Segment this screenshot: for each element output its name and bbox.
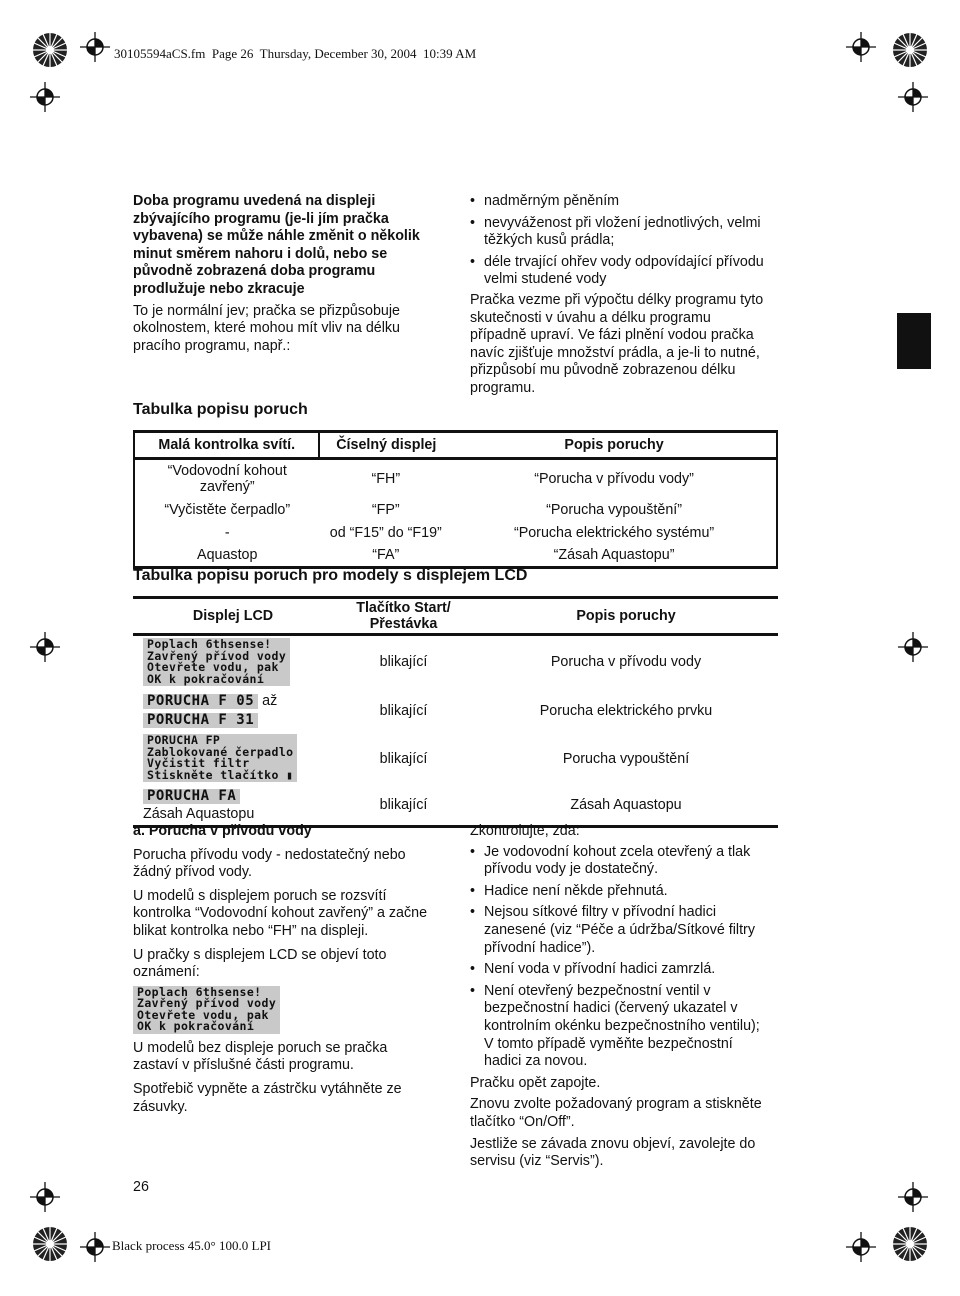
- text-line: zastaví v příslušné části programu.: [133, 1057, 354, 1074]
- section-a: [133, 823, 453, 1116]
- text-line: kontrolka “Vodovodní kohout zavřený” a začne: [133, 905, 428, 922]
- intro-body: [133, 303, 453, 356]
- text-line: programu.: [470, 379, 536, 396]
- display-cell: “FA”: [319, 544, 452, 568]
- intro-right: [470, 193, 790, 398]
- table1-title: Tabulka popisu poruch: [133, 401, 308, 418]
- lcd-caption: Zásah Aquastopu: [143, 805, 255, 822]
- header-button: Tlačítko Start/ Přestávka: [333, 598, 474, 635]
- list-item: • Je vodovodní kohout zcela otevřený a tlak přívodu vody je dostatečný.: [470, 844, 790, 879]
- table-row: [133, 635, 778, 689]
- table-row: [134, 522, 777, 544]
- description-cell: Porucha elektrického prvku: [539, 702, 713, 719]
- list-item: • Hadice není někde přehnutá.: [470, 883, 790, 901]
- lcd-screen: Poplach 6thsense! Zavřený přívod vody Otevřete vodu, pak OK k pokračování: [143, 638, 290, 686]
- table-row: [133, 785, 778, 827]
- description-cell: “Porucha vypouštění”: [452, 499, 777, 522]
- table-row: [133, 733, 778, 785]
- intro-left: [133, 193, 453, 355]
- header-description: Popis poruchy: [474, 598, 778, 635]
- print-header: 30105594aCS.fm Page 26 Thursday, December 30, 2004 10:39 AM: [114, 46, 477, 61]
- print-footer: Black process 45.0° 100.0 LPI: [112, 1238, 272, 1253]
- lcd-screen: PORUCHA F 05: [143, 694, 258, 709]
- list-item: • nevyváženost při vložení jednotlivých, velmi těžkých kusů prádla;: [470, 215, 790, 250]
- text-line: prodlužuje nebo zkracuje: [133, 280, 305, 297]
- display-cell: “FH”: [371, 471, 401, 488]
- crosshair-icon: [846, 32, 876, 62]
- registration-star-icon: [892, 1226, 928, 1262]
- lcd-cell: [133, 689, 333, 733]
- list-item: • Nejsou sítkové filtry v přívodní hadici zanesené (viz “Péče a údržba/Sítkové filtry přívodní hadice”).: [470, 904, 790, 957]
- description-cell: Porucha v přívodu vody: [550, 654, 702, 671]
- description-cell: “Porucha elektrického systému”: [452, 522, 777, 544]
- text-line: původně zobrazená doba programu: [133, 263, 376, 280]
- table-header-row: [134, 432, 777, 459]
- intro-heading: [133, 193, 453, 299]
- display-cell: od “F15” do “F19”: [329, 524, 442, 541]
- header-lcd: Displej LCD: [133, 598, 333, 635]
- lcd-screen: Poplach 6thsense! Zavřený přívod vody Otevřete vodu, pak OK k pokračování: [133, 986, 280, 1034]
- text-line: Doba programu uvedená na displeji: [133, 193, 376, 209]
- text-line: vybavena) se může náhle změnit o několik: [133, 228, 420, 245]
- text-line: skutečnosti v úvahu a délku programu: [470, 309, 711, 326]
- text-line: Znovu zvolte požadovaný program a stiskněte: [470, 1096, 762, 1113]
- registration-star-icon: [32, 1226, 68, 1262]
- text-line: případně upraví. Ve fázi plnění vodou pračka: [470, 327, 754, 344]
- text-line: Porucha přívodu vody - nedostatečný nebo: [133, 846, 406, 863]
- table-row: [134, 459, 777, 499]
- lcd-cell: [133, 733, 333, 785]
- factor-list: [470, 193, 790, 289]
- text-line: U modelů s displejem poruch se rozsvítí: [133, 887, 387, 904]
- text-line: U modelů bez displeje poruch se pračka: [133, 1039, 388, 1056]
- lamp-cell: -: [134, 522, 319, 544]
- lamp-cell: Aquastop: [134, 544, 319, 568]
- crosshair-icon: [30, 632, 60, 662]
- lcd-cell: [133, 785, 333, 827]
- lcd-fault-table: [133, 596, 778, 828]
- text-line: přizpůsobí mu původně zobrazenou délku: [470, 362, 736, 379]
- text-line: servisu (viz “Servis”).: [470, 1153, 604, 1170]
- crosshair-icon: [898, 82, 928, 112]
- intro-right-body: [470, 292, 790, 398]
- text-line: Pračku opět zapojte.: [470, 1074, 601, 1091]
- list-item: • nadměrným pěněním: [470, 193, 790, 211]
- button-state-cell: blikající: [379, 654, 428, 671]
- table2-title: Tabulka popisu poruch pro modely s displejem LCD: [133, 567, 528, 584]
- button-state-cell: blikající: [379, 702, 428, 719]
- text-line: Pračka vezme při výpočtu délky programu tyto: [470, 291, 764, 308]
- lcd-cell: [133, 635, 333, 689]
- lcd-screen: PORUCHA FA: [143, 789, 240, 804]
- button-state-cell: blikající: [379, 750, 428, 767]
- registration-star-icon: [32, 32, 68, 68]
- lcd-screen: PORUCHA F 31: [143, 713, 258, 728]
- text-line: oznámení:: [133, 964, 200, 981]
- page-number: 26: [133, 1179, 149, 1195]
- crosshair-icon: [898, 632, 928, 662]
- crosshair-icon: [80, 32, 110, 62]
- header-display: Číselný displej: [319, 432, 452, 459]
- text-line: minut směrem nahoru i dolů, nebo se: [133, 245, 388, 262]
- header-lamp: Malá kontrolka svítí.: [134, 432, 319, 459]
- table-header-row: [133, 598, 778, 635]
- text-line: To je normální jev; pračka se přizpůsobuje: [133, 302, 401, 319]
- checklist-intro: Zkontrolujte, zda:: [470, 823, 580, 839]
- text-line: zásuvky.: [133, 1098, 188, 1115]
- checklist: [470, 844, 790, 1071]
- list-item: • déle trvající ohřev vody odpovídající přívodu velmi studené vody: [470, 254, 790, 289]
- lamp-cell: “Vyčistěte čerpadlo”: [134, 499, 319, 522]
- text-line: okolnostem, které mohou mít vliv na délku: [133, 320, 400, 337]
- crosshair-icon: [30, 1182, 60, 1212]
- table-row: [134, 499, 777, 522]
- text-line: navíc zjišťuje množství prádla, a je-li to nutné,: [470, 344, 760, 361]
- description-cell: “Zásah Aquastopu”: [452, 544, 777, 568]
- header-description: Popis poruchy: [452, 432, 777, 459]
- text-line: Spotřebič vypněte a zástrčku vytáhněte ze: [133, 1080, 402, 1097]
- crosshair-icon: [30, 82, 60, 112]
- button-state-cell: blikající: [333, 785, 474, 827]
- text-line: Jestliže se závada znovu objeví, zavolejte do: [470, 1135, 756, 1152]
- table-row: [134, 544, 777, 568]
- description-cell: Zásah Aquastopu: [474, 785, 778, 827]
- thumb-tab-marker: [897, 313, 931, 369]
- fault-table: [133, 430, 778, 569]
- table-row: [133, 689, 778, 733]
- text-line: tlačítko “On/Off”.: [470, 1113, 575, 1130]
- list-item: • Není voda v přívodní hadici zamrzlá.: [470, 961, 790, 979]
- text-line: pracího programu, např.:: [133, 337, 291, 354]
- description-cell: “Porucha v přívodu vody”: [452, 459, 777, 499]
- crosshair-icon: [898, 1182, 928, 1212]
- display-cell: “FP”: [371, 502, 400, 518]
- crosshair-icon: [80, 1232, 110, 1262]
- section-b: [470, 823, 790, 1171]
- section-heading: a. Porucha v přívodu vody: [133, 823, 312, 839]
- crosshair-icon: [846, 1232, 876, 1262]
- lcd-screen: PORUCHA FP Zablokované čerpadlo Vyčistit filtr Stiskněte tlačítko ▮: [143, 734, 297, 782]
- text-line: zbývajícího programu (je-li jím pračka: [133, 210, 389, 227]
- range-connector: až: [262, 692, 278, 709]
- text-line: blikat kontrolka nebo “FH” na displeji.: [133, 922, 369, 939]
- text-line: U pračky s displejem LCD se objeví toto: [133, 946, 387, 963]
- text-line: žádný přívod vody.: [133, 864, 252, 881]
- list-item: • Není otevřený bezpečnostní ventil v bezpečnostní hadici (červený ukazatel v kontrolním okénku bezpečnostního ventilu); V tomto případě vyměňte bezpečnostní hadici za novou.: [470, 983, 790, 1071]
- description-cell: Porucha vypouštění: [562, 750, 690, 767]
- registration-star-icon: [892, 32, 928, 68]
- lamp-cell: “Vodovodní kohout zavřený”: [134, 459, 319, 499]
